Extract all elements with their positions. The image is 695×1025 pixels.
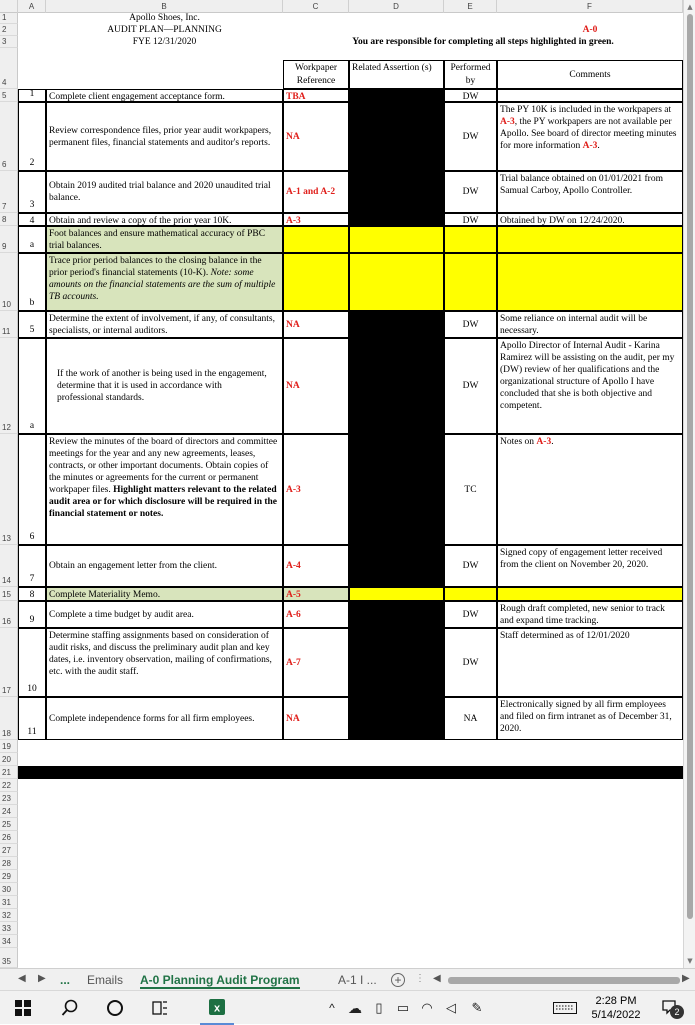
step-number: 7	[18, 545, 46, 587]
row-header[interactable]: 11	[0, 311, 18, 338]
step-text: Obtain 2019 audited trial balance and 2020 unaudited trial balance.	[49, 181, 271, 203]
row-header[interactable]: 18	[0, 697, 18, 740]
comment-text: Notes on	[500, 437, 537, 447]
row-header[interactable]: 33	[0, 922, 18, 935]
comment-ref-link[interactable]: A-3	[582, 141, 598, 151]
horizontal-scroll-thumb[interactable]	[448, 977, 680, 984]
row-header[interactable]: 10	[0, 253, 18, 311]
performed-by[interactable]: TC	[444, 434, 497, 545]
performed-by[interactable]: DW	[444, 171, 497, 213]
comment-cell[interactable]	[497, 102, 683, 171]
comment-text: , the PY workpapers are not available per Apollo. See board of director meeting minutes for more information	[500, 117, 677, 151]
show-hidden-icons-chevron-icon[interactable]: ^	[329, 1001, 335, 1015]
svg-text:x: x	[213, 1002, 221, 1015]
performed-by-input[interactable]	[444, 226, 497, 253]
fiscal-year-end: FYE 12/31/2020	[132, 37, 197, 47]
company-name: Apollo Shoes, Inc.	[129, 13, 200, 23]
comment-cell[interactable]: Rough draft completed, new senior to track and expand time tracking.	[497, 601, 683, 628]
col-header-f[interactable]: F	[497, 0, 683, 13]
battery-icon[interactable]: ▭	[396, 1000, 410, 1015]
step-description[interactable]	[46, 697, 283, 740]
row-header[interactable]: 5	[0, 89, 18, 102]
step-description-highlighted[interactable]: Foot balances and ensure mathematical accuracy of PBC trial balances.	[46, 226, 283, 253]
comment-cell[interactable]: Obtained by DW on 12/24/2020.	[497, 213, 683, 226]
comment-input[interactable]	[497, 253, 683, 311]
pen-icon[interactable]: ✎	[471, 1000, 483, 1015]
row-header[interactable]: 24	[0, 805, 18, 818]
step-number: a	[18, 226, 46, 253]
workpaper-ref[interactable]: A-1 and A-2	[283, 171, 349, 213]
performed-by[interactable]: DW	[444, 102, 497, 171]
performed-by[interactable]: DW	[444, 628, 497, 697]
step-note: Note: some amounts on the financial statements are the sum of multiple TB accounts.	[49, 268, 276, 302]
workpaper-ref[interactable]: A-3	[283, 434, 349, 545]
row-header[interactable]: 21	[0, 766, 18, 779]
step-number: 6	[18, 434, 46, 545]
search-icon[interactable]	[55, 991, 85, 1025]
performed-by-input[interactable]	[444, 253, 497, 311]
step-description[interactable]: Obtain and review a copy of the prior year 10K.	[46, 213, 283, 226]
workpaper-ref-input[interactable]	[283, 226, 349, 253]
windows-taskbar	[0, 990, 695, 1024]
header-comments: Comments	[497, 60, 683, 89]
row-header[interactable]: 7	[0, 171, 18, 213]
step-text: Review the minutes of the board of directors and committee meetings for the year and any new agreements, leases, contracts, or other important documents. Obtain copies of the minutes or agreements for the current or permanent workpaper files.	[49, 437, 278, 495]
row-header[interactable]: 25	[0, 818, 18, 831]
performed-by[interactable]: DW	[444, 545, 497, 587]
workpaper-ref[interactable]: A-5	[283, 587, 349, 601]
column-headers	[0, 0, 683, 13]
col-header-a[interactable]: A	[18, 0, 46, 13]
next-sheet-arrow-icon[interactable]: ▶	[38, 973, 46, 984]
step-description[interactable]	[46, 171, 283, 213]
comment-cell[interactable]	[497, 434, 683, 545]
step-number: 8	[18, 587, 46, 601]
keyboard-icon[interactable]	[550, 991, 580, 1025]
step-description[interactable]	[46, 102, 283, 171]
row-header[interactable]: 20	[0, 753, 18, 766]
row-header[interactable]: 1	[0, 13, 18, 24]
performed-by[interactable]: DW	[444, 601, 497, 628]
workpaper-ref[interactable]: NA	[283, 338, 349, 434]
step-number: 10	[18, 628, 46, 697]
comment-input[interactable]	[497, 226, 683, 253]
row-header[interactable]: 13	[0, 434, 18, 545]
step-text: Obtain an engagement letter from the client.	[49, 561, 218, 571]
performed-by[interactable]: NA	[444, 697, 497, 740]
row-header[interactable]: 19	[0, 740, 18, 753]
step-emphasis: Highlight matters relevant to the related audit area or for which disclosure will be required in the financial statement or notes.	[49, 485, 278, 519]
step-description[interactable]	[46, 601, 283, 628]
workpaper-ref[interactable]: A-7	[283, 628, 349, 697]
assertion-input[interactable]	[349, 587, 444, 601]
clock-date: 5/14/2022	[591, 1009, 641, 1021]
row-header[interactable]: 28	[0, 857, 18, 870]
cortana-icon[interactable]	[100, 991, 130, 1025]
step-number: 11	[18, 697, 46, 740]
row-header[interactable]: 26	[0, 831, 18, 844]
comment-cell[interactable]: Electronically signed by all firm employees and filed on firm intranet as of December 31, 2020.	[497, 697, 683, 740]
workpaper-ref[interactable]: NA	[283, 311, 349, 338]
row-header[interactable]: 4	[0, 48, 18, 89]
workpaper-ref[interactable]: TBA	[283, 89, 349, 102]
step-number: b	[18, 253, 46, 311]
redacted-assertions-block	[349, 89, 444, 588]
header-related-assertion: Related Assertion (s)	[349, 60, 444, 89]
workpaper-ref-label: A-0	[582, 25, 598, 35]
step-description[interactable]	[46, 434, 283, 545]
select-all-corner[interactable]	[0, 0, 18, 13]
step-text: Complete a time budget by audit area.	[49, 609, 194, 620]
onedrive-cloud-icon[interactable]: ☁	[348, 999, 362, 1016]
step-number: 1	[18, 89, 46, 102]
step-number: 3	[18, 171, 46, 213]
row-header[interactable]: 29	[0, 870, 18, 883]
sheet-tab-emails[interactable]: Emails	[87, 973, 124, 987]
comment-input[interactable]	[497, 587, 683, 601]
comment-cell[interactable]: Some reliance on internal audit will be necessary.	[497, 311, 683, 338]
scroll-thumb[interactable]	[687, 14, 693, 919]
performed-by[interactable]: DW	[444, 89, 497, 102]
performed-by-input[interactable]	[444, 587, 497, 601]
instruction-text: You are responsible for completing all steps highlighted in green.	[352, 37, 614, 47]
row-header[interactable]: 15	[0, 587, 18, 601]
system-clock[interactable]	[586, 994, 646, 1022]
step-number: 9	[18, 601, 46, 628]
comment-text: .	[597, 141, 600, 151]
scroll-down-arrow-icon[interactable]: ▼	[687, 957, 693, 965]
sheet-tab-a0-planning[interactable]: A-0 Planning Audit Program	[140, 973, 300, 987]
redacted-row-bar	[18, 766, 683, 779]
row-header[interactable]: 17	[0, 628, 18, 697]
step-description[interactable]: Determine staffing assignments based on consideration of audit risks, and discuss the preliminary audit plan and key dates, i.e. inventory observation, mailing of confirmations, etc. with the audit staff.	[46, 628, 283, 697]
comment-text: The PY 10K is included in the workpapers at	[500, 105, 672, 115]
hscroll-left-arrow-icon[interactable]: ◀	[433, 973, 441, 984]
notifications-icon[interactable]	[652, 991, 688, 1025]
step-description[interactable]	[46, 338, 283, 434]
comment-ref-link[interactable]: A-3	[536, 437, 552, 447]
hscroll-right-arrow-icon[interactable]: ▶	[682, 973, 690, 984]
comment-cell[interactable]: Apollo Director of Internal Audit - Karina Ramirez will be assisting on the audit, per my (DW) review of her qualifications and the organizational structure of Apollo I have concluded that she is both objective and competent.	[497, 338, 683, 434]
row-header[interactable]: 12	[0, 338, 18, 434]
col-header-c[interactable]: C	[283, 0, 349, 13]
task-view-icon[interactable]	[145, 991, 175, 1025]
scroll-up-arrow-icon[interactable]: ▲	[687, 3, 693, 11]
step-text: Trace prior period balances to the closing balance in the prior period's financial statements (10-K).	[49, 256, 262, 278]
workpaper-ref[interactable]: NA	[283, 697, 349, 740]
step-text: Review correspondence files, prior year audit workpapers, permanent files, financial statements and auditor's reports.	[49, 125, 272, 148]
step-number: 4	[18, 213, 46, 226]
step-number: a	[18, 338, 46, 434]
comment-cell[interactable]: Signed copy of engagement letter received from the client on November 20, 2020.	[497, 545, 683, 587]
performed-by[interactable]: DW	[444, 338, 497, 434]
step-number: 2	[18, 102, 46, 171]
step-number: 5	[18, 311, 46, 338]
comment-ref-link[interactable]: A-3	[500, 117, 515, 127]
row-header[interactable]: 9	[0, 226, 18, 253]
row-header[interactable]: 34	[0, 935, 18, 948]
more-sheets-ellipsis[interactable]: ...	[60, 973, 71, 987]
step-description[interactable]: Determine the extent of involvement, if any, of consultants, specialists, or internal auditors.	[46, 311, 283, 338]
row-header[interactable]: 3	[0, 36, 18, 48]
comment-text: .	[551, 437, 554, 447]
row-header[interactable]: 14	[0, 545, 18, 587]
wifi-icon[interactable]: ◠	[421, 1000, 433, 1015]
row-header[interactable]: 6	[0, 102, 18, 171]
row-header[interactable]: 22	[0, 779, 18, 792]
row-header[interactable]: 8	[0, 213, 18, 226]
redacted-assertions-block	[349, 601, 444, 740]
row-header[interactable]: 2	[0, 24, 18, 36]
add-sheet-button[interactable]: +	[391, 973, 405, 987]
sheet-tab-a1[interactable]: A-1 I ...	[338, 973, 377, 987]
col-header-e[interactable]: E	[444, 0, 497, 13]
performed-by[interactable]: DW	[444, 311, 497, 338]
workpaper-ref[interactable]: A-3	[283, 213, 349, 226]
assertion-input[interactable]	[349, 226, 444, 253]
assertion-input[interactable]	[349, 253, 444, 311]
vertical-scrollbar[interactable]	[683, 0, 695, 968]
step-text: If the work of another is being used in the engagement, determine that it is used in accordance with professional standards.	[57, 369, 267, 403]
workpaper-ref[interactable]: A-6	[283, 601, 349, 628]
step-description-highlighted[interactable]: Complete Materiality Memo.	[46, 587, 283, 601]
row-header[interactable]: 27	[0, 844, 18, 857]
row-header[interactable]: 31	[0, 896, 18, 909]
sheet-tab-bar	[0, 968, 695, 990]
prev-sheet-arrow-icon[interactable]: ◀	[18, 973, 26, 984]
row-header[interactable]: 16	[0, 601, 18, 628]
row-header[interactable]: 30	[0, 883, 18, 896]
sheet-title: AUDIT PLAN—PLANNING	[107, 25, 222, 35]
workpaper-ref[interactable]: A-4	[283, 545, 349, 587]
step-description[interactable]	[46, 545, 283, 587]
performed-by[interactable]: DW	[444, 213, 497, 226]
row-header[interactable]: 32	[0, 909, 18, 922]
comment-cell[interactable]: Staff determined as of 12/01/2020	[497, 628, 683, 697]
excel-app-icon[interactable]	[200, 991, 234, 1025]
step-description[interactable]: Complete client engagement acceptance form.	[46, 89, 283, 102]
header-performed-by: Performed by	[444, 60, 497, 89]
tab-splitter-dots-icon[interactable]: ⋮	[415, 973, 425, 984]
volume-icon[interactable]: ◁	[446, 1000, 456, 1015]
row-header[interactable]: 35	[0, 948, 18, 968]
notification-count-badge: 2	[670, 1005, 684, 1019]
windows-start-icon[interactable]	[8, 991, 38, 1025]
row-header[interactable]: 23	[0, 792, 18, 805]
workpaper-ref-input[interactable]	[283, 253, 349, 311]
step-description-highlighted[interactable]	[46, 253, 283, 311]
header-workpaper-reference: Workpaper Reference	[283, 60, 349, 89]
clock-time: 2:28 PM	[595, 995, 637, 1007]
comment-cell[interactable]: Trial balance obtained on 01/01/2021 from Samual Carboy, Apollo Controller.	[497, 171, 683, 213]
device-icon[interactable]: ▯	[375, 1000, 383, 1015]
col-header-b[interactable]: B	[46, 0, 283, 13]
col-header-d[interactable]: D	[349, 0, 444, 13]
comment-cell[interactable]	[497, 89, 683, 102]
step-text: Complete independence forms for all firm employees.	[49, 713, 255, 724]
workpaper-ref[interactable]: NA	[283, 102, 349, 171]
